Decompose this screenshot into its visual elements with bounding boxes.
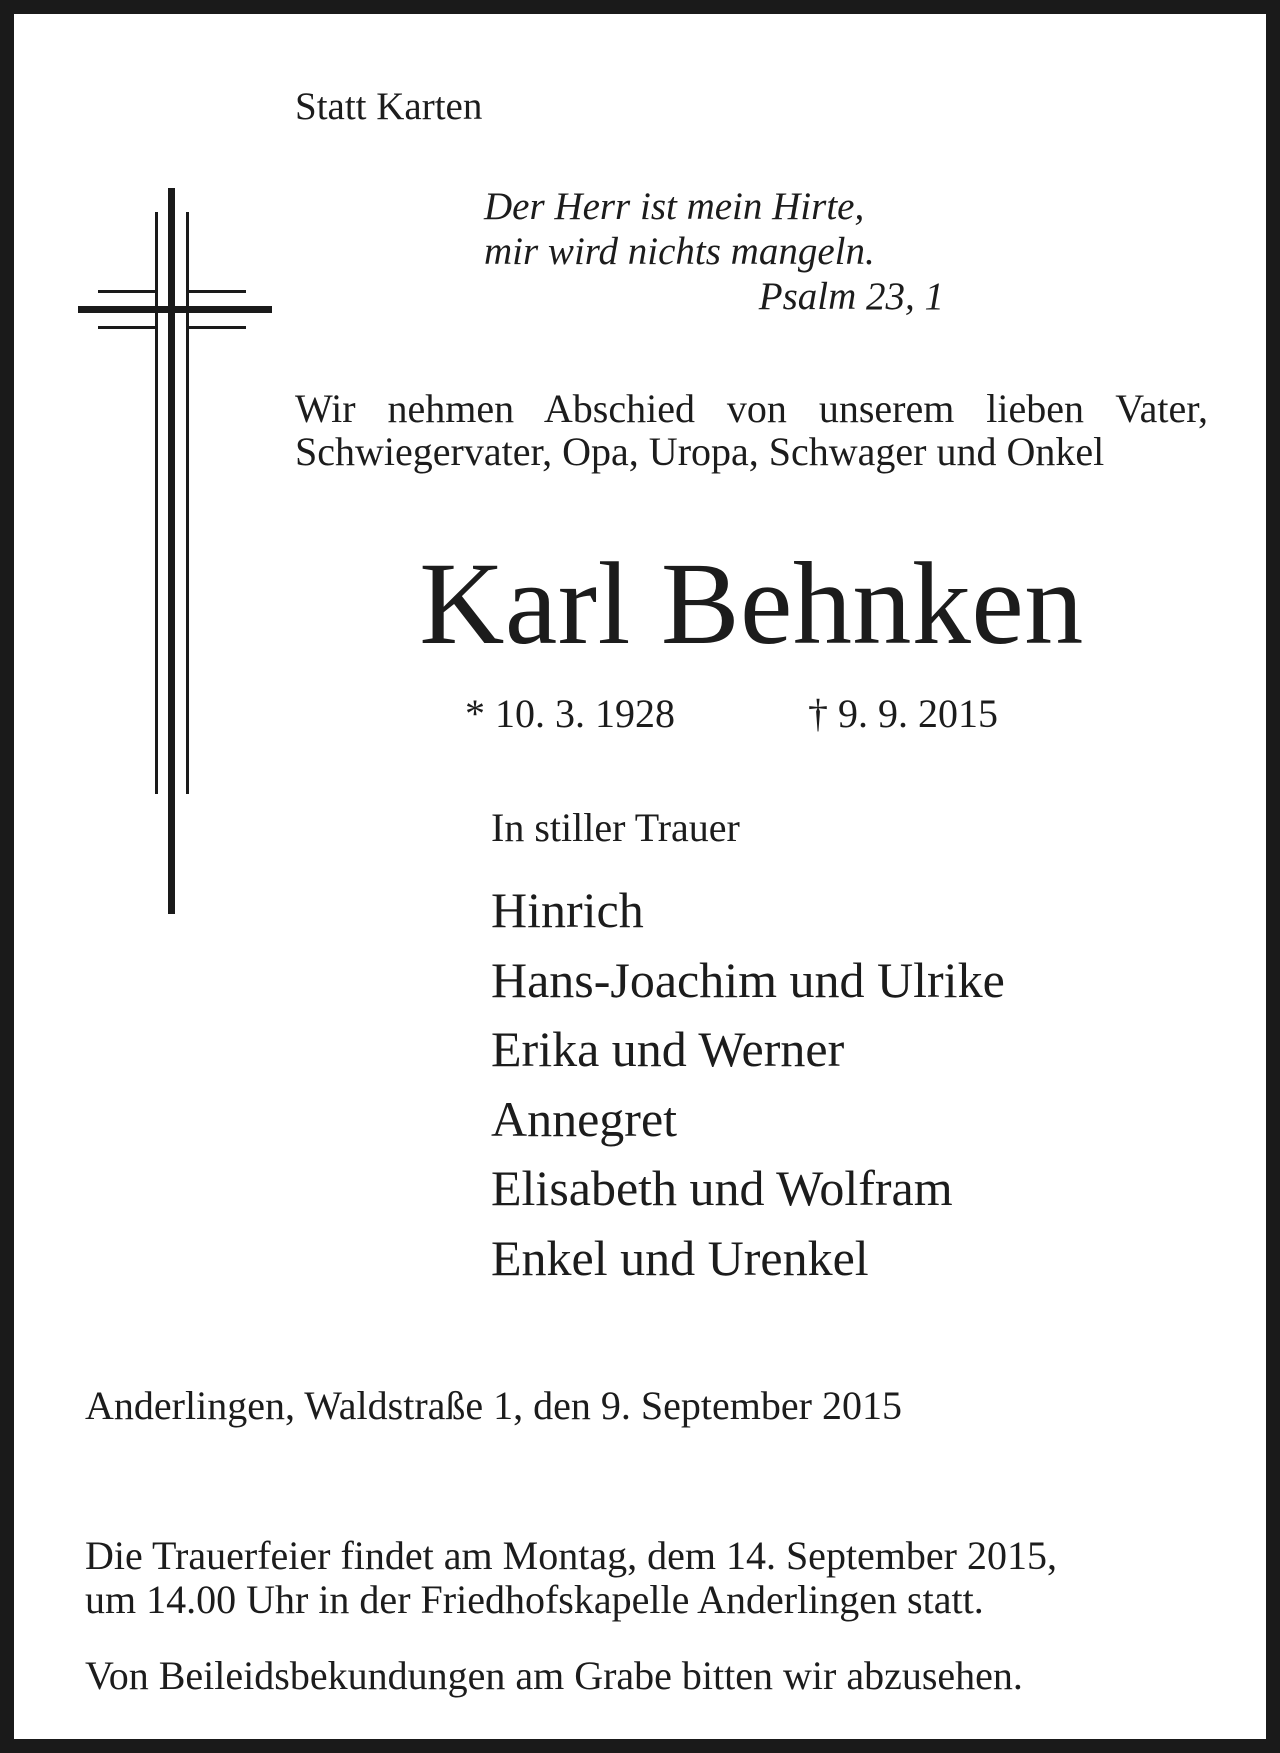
- mourning-label: In stiller Trauer: [491, 805, 740, 850]
- verse-reference: Psalm 23, 1: [758, 275, 944, 318]
- mourner-item: Annegret: [491, 1090, 678, 1147]
- service-line-2: um 14.00 Uhr in der Friedhofskapelle Anderlingen statt.: [85, 1577, 984, 1622]
- notice-header: Statt Karten: [295, 85, 483, 128]
- birth-date: * 10. 3. 1928: [465, 691, 675, 736]
- mourner-item: Hans-Joachim und Ulrike: [491, 951, 1005, 1008]
- deceased-name: Karl Behnken: [419, 538, 1084, 669]
- mourner-item: Erika und Werner: [491, 1021, 845, 1077]
- mourner-item: Hinrich: [491, 882, 644, 938]
- verse-line-2: mir wird nichts mangeln.: [484, 230, 875, 273]
- mourner-item: Enkel und Urenkel: [491, 1229, 869, 1286]
- mourner-item: Elisabeth und Wolfram: [491, 1160, 953, 1216]
- christian-cross-icon: [64, 172, 274, 914]
- death-date: † 9. 9. 2015: [808, 691, 998, 736]
- bible-verse: [484, 184, 954, 319]
- condolence-note: Von Beileidsbekundungen am Grabe bitten wir abzusehen.: [85, 1653, 1023, 1698]
- service-line-1: Die Trauerfeier findet am Montag, dem 14. September 2015,: [85, 1533, 1057, 1578]
- farewell-intro: Wir nehmen Abschied von unserem lieben Vater, Schwiegervater, Opa, Uropa, Schwager und Onkel: [295, 386, 1208, 474]
- mourners-list: [491, 876, 1005, 1293]
- place-and-date: Anderlingen, Waldstraße 1, den 9. September 2015: [85, 1383, 902, 1428]
- funeral-service-info: [85, 1534, 1225, 1622]
- verse-line-1: Der Herr ist mein Hirte,: [484, 185, 865, 228]
